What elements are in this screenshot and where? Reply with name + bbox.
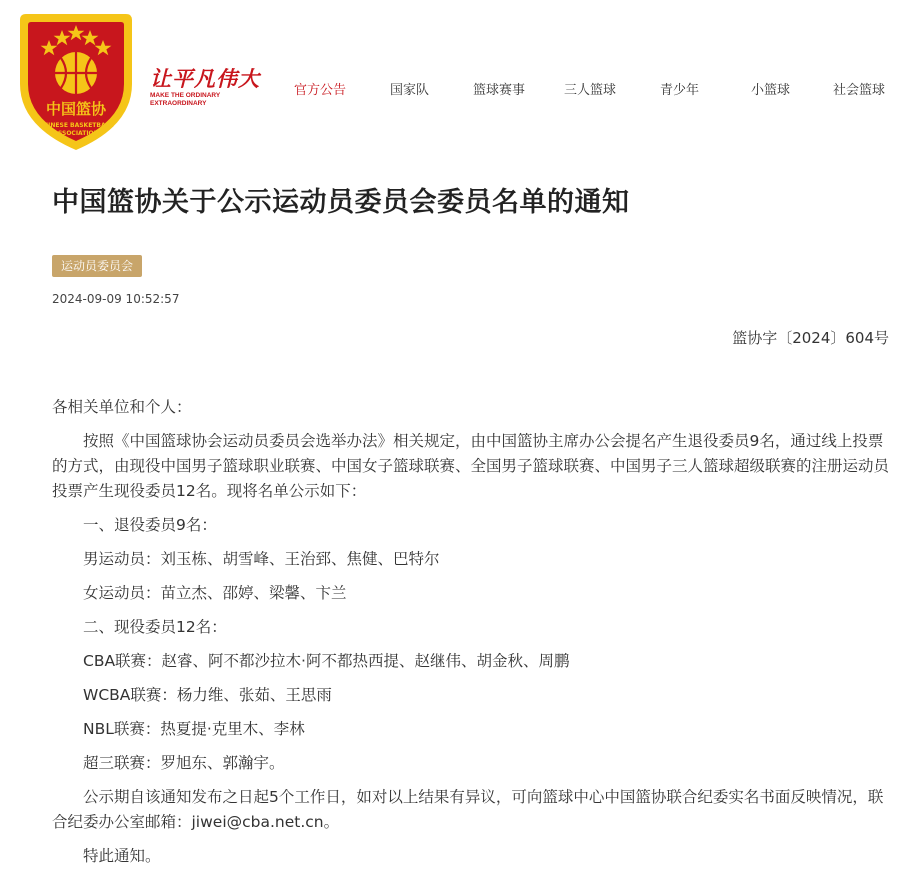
- site-header: [0, 0, 902, 160]
- slogan-cn: 让平凡伟大: [150, 67, 260, 91]
- section-active-heading: 二、现役委员12名：: [83, 618, 227, 636]
- category-tag[interactable]: 运动员委员会: [52, 255, 142, 277]
- cba-list: CBA联赛：赵睿、阿不都沙拉木·阿不都热西提、赵继伟、胡金秋、周鹏: [83, 652, 570, 670]
- retired-female-list: 女运动员：苗立杰、邵婷、梁馨、卞兰: [83, 584, 347, 602]
- greeting: 各相关单位和个人：: [52, 398, 192, 416]
- nav-item-mini-basketball[interactable]: 小篮球: [751, 83, 791, 98]
- logo-cn-text: 中国篮协: [45, 100, 107, 118]
- article-body: [52, 395, 892, 878]
- logo-en-text-2: ASSOCIATION: [53, 130, 99, 137]
- publish-date: 2024-09-09 10:52:57: [52, 292, 180, 306]
- section-retired-heading: 一、退役委员9名：: [83, 516, 217, 534]
- wcba-list: WCBA联赛：杨力维、张茹、王思雨: [83, 686, 332, 704]
- logo-en-text-1: CHINESE BASKETBALL: [38, 122, 114, 129]
- nav-item-3x3-basketball[interactable]: 三人篮球: [564, 83, 617, 98]
- slogan-en-1: MAKE THE ORDINARY: [150, 92, 221, 99]
- intro-paragraph: 按照《中国篮球协会运动员委员会选举办法》相关规定，由中国篮协主席办公会提名产生退役委员9名，通过线上投票的方式，由现役中国男子篮球职业联赛、中国女子篮球联赛、全国男子篮球联赛、中国男子三人篮球超级联赛的注册运动员投票产生现役委员12名。现将名单公示如下：: [52, 432, 890, 500]
- slogan: [150, 66, 270, 118]
- 3x3-league-list: 超三联赛：罗旭东、郭瀚宇。: [83, 754, 285, 772]
- slogan-en-2: EXTRAORDINARY: [150, 100, 207, 107]
- document-number: 篮协字〔2024〕604号: [732, 329, 889, 347]
- nbl-list: NBL联赛：热夏提·克里木、李林: [83, 720, 305, 738]
- retired-male-list: 男运动员：刘玉栋、胡雪峰、王治郅、焦健、巴特尔: [83, 550, 440, 568]
- nav-item-national-team[interactable]: 国家队: [390, 83, 430, 98]
- cba-logo[interactable]: [16, 10, 136, 154]
- nav-item-youth[interactable]: 青少年: [660, 83, 700, 98]
- nav-item-basketball-events[interactable]: 篮球赛事: [473, 83, 526, 98]
- notice-paragraph: 公示期自该通知发布之日起5个工作日，如对以上结果有异议，可向篮球中心中国篮协联合纪委实名书面反映情况，联合纪委办公室邮箱：jiwei@cba.net.cn。: [52, 788, 884, 831]
- nav-item-social-basketball[interactable]: 社会篮球: [833, 83, 886, 98]
- article-title: 中国篮协关于公示运动员委员会委员名单的通知: [52, 187, 630, 218]
- nav-item-official-announcement[interactable]: 官方公告: [294, 83, 347, 98]
- closing-line: 特此通知。: [83, 847, 161, 865]
